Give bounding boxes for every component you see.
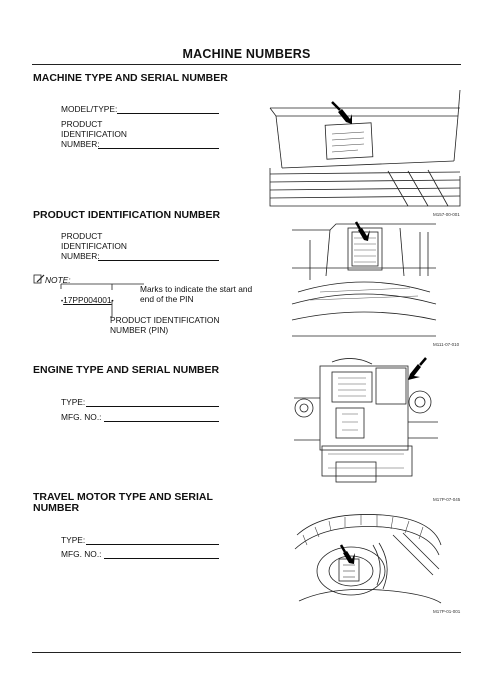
machine-plate-illustration xyxy=(268,86,462,210)
figure-code: M17P-07-045 xyxy=(433,497,461,502)
travel-motor-mfg-no-entry-line[interactable] xyxy=(104,558,219,559)
pin-text-line2: NUMBER (PIN) xyxy=(110,325,169,335)
pin-location-illustration xyxy=(290,220,438,338)
figure-code: M17P-01-001 xyxy=(433,609,461,614)
travel-motor-illustration xyxy=(293,505,443,605)
section-heading-pin: PRODUCT IDENTIFICATION NUMBER xyxy=(33,209,221,221)
note-label: NOTE: xyxy=(45,275,71,285)
engine-type-entry-line[interactable] xyxy=(86,406,219,407)
section-heading-travel-motor-line2: NUMBER xyxy=(33,502,80,514)
field-label-type: TYPE: xyxy=(61,535,86,545)
pin-entry-line[interactable] xyxy=(98,260,219,261)
page-title: MACHINE NUMBERS xyxy=(182,47,311,61)
field-label-model-type: MODEL/TYPE: xyxy=(61,104,118,114)
field-label-mfg-no: MFG. NO.: xyxy=(61,549,102,559)
pin-text-line1: PRODUCT IDENTIFICATION xyxy=(110,315,220,325)
pin-example: •17PP004001• xyxy=(61,295,114,305)
field-label-identification: IDENTIFICATION xyxy=(61,241,127,251)
title-rule xyxy=(32,64,461,65)
figure-code: M157-00-001 xyxy=(433,212,460,217)
field-label-number: NUMBER: xyxy=(61,251,100,261)
field-label-type: TYPE: xyxy=(61,397,86,407)
marks-text-line1: Marks to indicate the start and xyxy=(140,284,253,294)
travel-motor-type-entry-line[interactable] xyxy=(86,544,219,545)
engine-mfg-no-entry-line[interactable] xyxy=(104,421,219,422)
section-heading-travel-motor-line1: TRAVEL MOTOR TYPE AND SERIAL xyxy=(33,491,213,503)
field-label-identification: IDENTIFICATION xyxy=(61,129,127,139)
field-label-product: PRODUCT xyxy=(61,119,103,129)
section-heading-engine: ENGINE TYPE AND SERIAL NUMBER xyxy=(33,364,220,376)
field-label-mfg-no: MFG. NO.: xyxy=(61,412,102,422)
section-heading-machine-type: MACHINE TYPE AND SERIAL NUMBER xyxy=(33,72,228,84)
marks-text-line2: end of the PIN xyxy=(140,294,194,304)
engine-illustration xyxy=(292,352,442,492)
model-type-entry-line[interactable] xyxy=(117,113,219,114)
note-icon xyxy=(33,274,45,284)
figure-code: M111-07-010 xyxy=(433,342,460,347)
field-label-number: NUMBER: xyxy=(61,139,100,149)
footer-rule xyxy=(32,652,461,653)
pin-example-text: 17PP004001 xyxy=(63,295,112,305)
pin-entry-line[interactable] xyxy=(98,148,219,149)
field-label-product: PRODUCT xyxy=(61,231,103,241)
